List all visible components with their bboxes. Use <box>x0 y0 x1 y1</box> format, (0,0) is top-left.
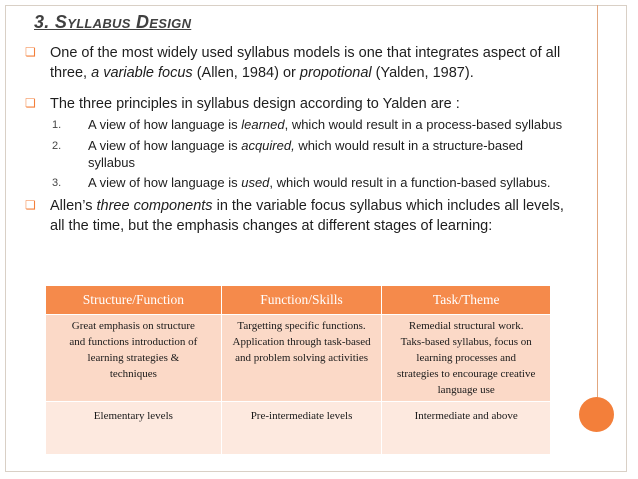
syllabus-components-table <box>45 285 551 455</box>
table-header-row <box>46 286 551 315</box>
table-cell: Remedial structural work. Taks-based syllabus, focus on learning processes and strategies to encourage creative language use <box>382 315 551 402</box>
table-cell: Intermediate and above <box>382 402 551 455</box>
table-cell: Targetting specific functions. Application through task-based and problem solving activities <box>221 315 382 402</box>
table-cell: Pre-intermediate levels <box>221 402 382 455</box>
table-cell: Elementary levels <box>46 402 222 455</box>
bullet-3 <box>25 196 615 236</box>
principle-2: A view of how language is acquired, which would result in a structure-based syllabus <box>88 138 524 170</box>
table-header-cell: Task/Theme <box>382 286 551 315</box>
bullet-3-line-2: all the time, but the emphasis changes at different stages of learning: <box>50 218 493 234</box>
principle-3: A view of how language is used, which would result in a function-based syllabus. <box>88 175 551 190</box>
hollow-square-bullet-icon: ❏ <box>25 198 36 212</box>
table-header-cell: Structure/Function <box>46 286 222 315</box>
decorative-circle <box>579 397 614 432</box>
bullet-2 <box>25 94 590 114</box>
bullet-1 <box>25 43 610 83</box>
slide-title: 3. Syllabus Design <box>34 12 192 32</box>
bullet-3-line-1: Allen’s three components in the variable focus syllabus which includes all levels, <box>50 198 564 214</box>
bullet-1-line-1: One of the most widely used syllabus models is one that integrates aspect of all <box>50 45 561 61</box>
bullet-2-line-1: The three principles in syllabus design according to Yalden are : <box>50 96 460 112</box>
table-header-cell: Function/Skills <box>221 286 382 315</box>
principle-1: A view of how language is learned, which would result in a process-based syllabus <box>88 117 563 132</box>
hollow-square-bullet-icon: ❏ <box>25 45 36 59</box>
table-row <box>46 402 551 455</box>
table-cell: Great emphasis on structure and functions introduction of learning strategies & techniques <box>46 315 222 402</box>
bullet-1-line-2: three, a variable focus (Allen, 1984) or propotional (Yalden, 1987). <box>50 65 474 81</box>
principle-3-number: 3. <box>52 177 62 189</box>
table-row <box>46 315 551 402</box>
hollow-square-bullet-icon: ❏ <box>25 96 36 110</box>
principle-1-number: 1. <box>52 119 62 131</box>
principle-2-number: 2. <box>52 140 62 152</box>
